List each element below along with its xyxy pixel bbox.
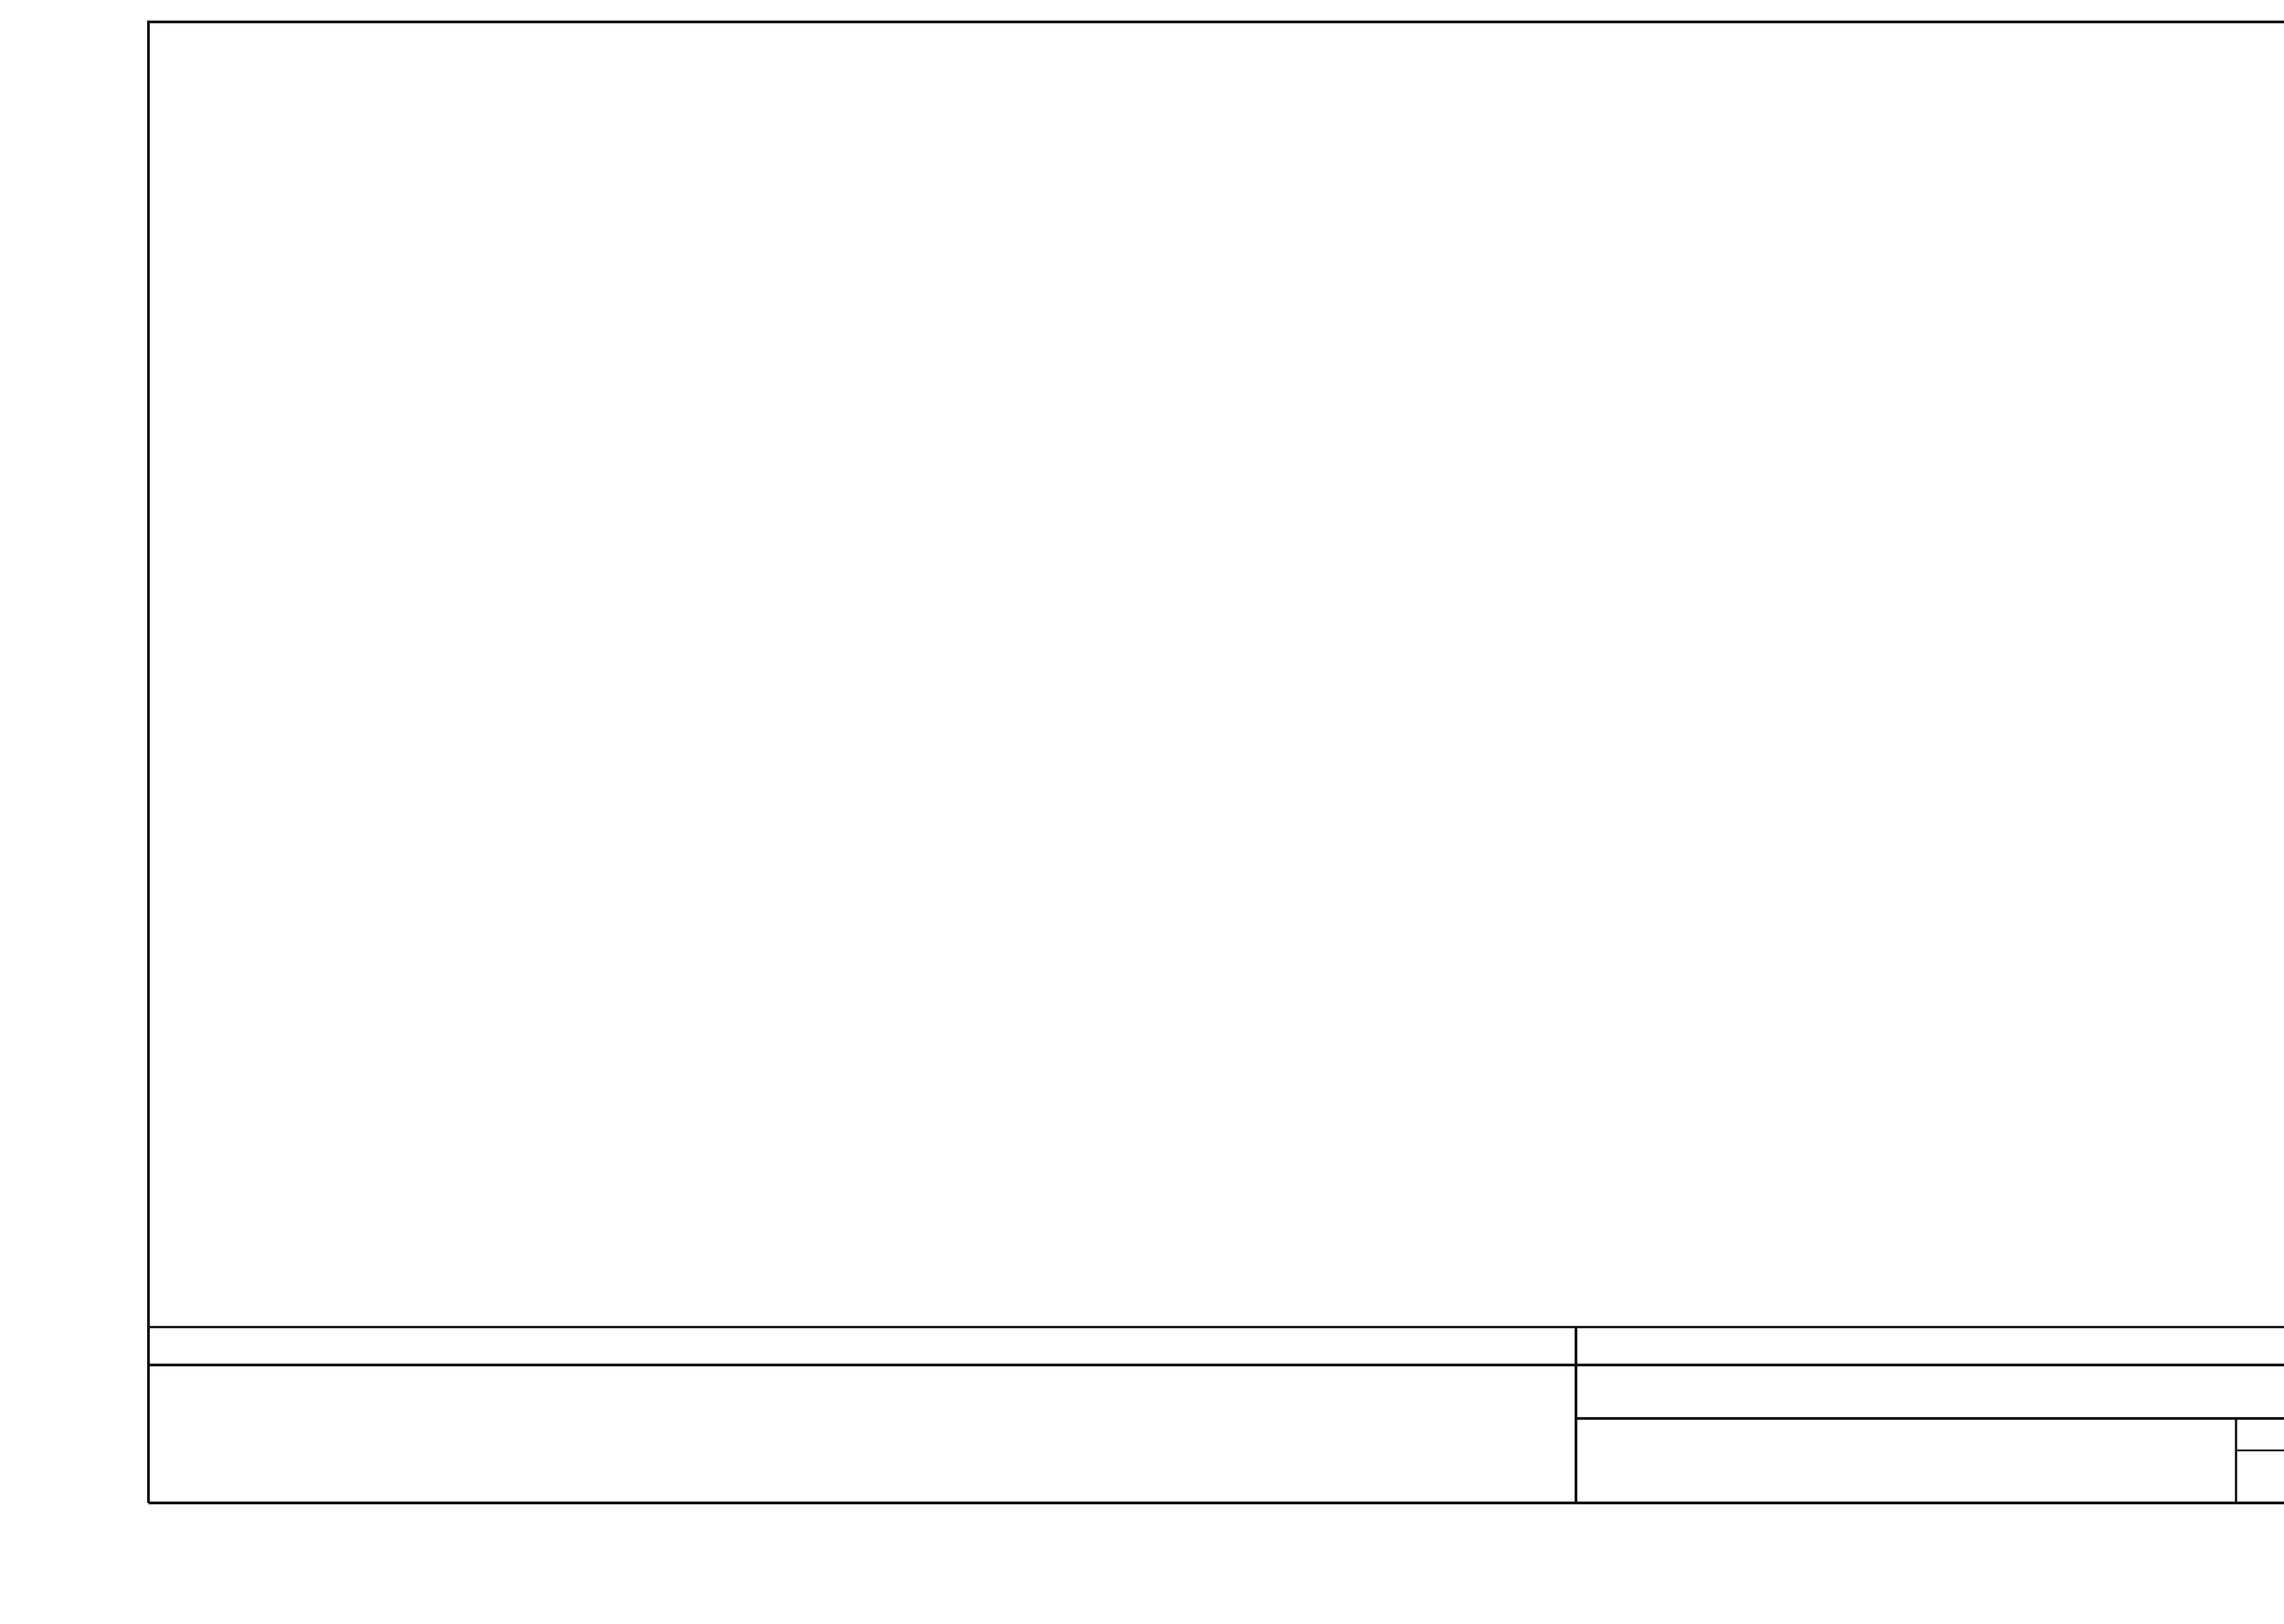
frame-lines	[148, 22, 2284, 1503]
